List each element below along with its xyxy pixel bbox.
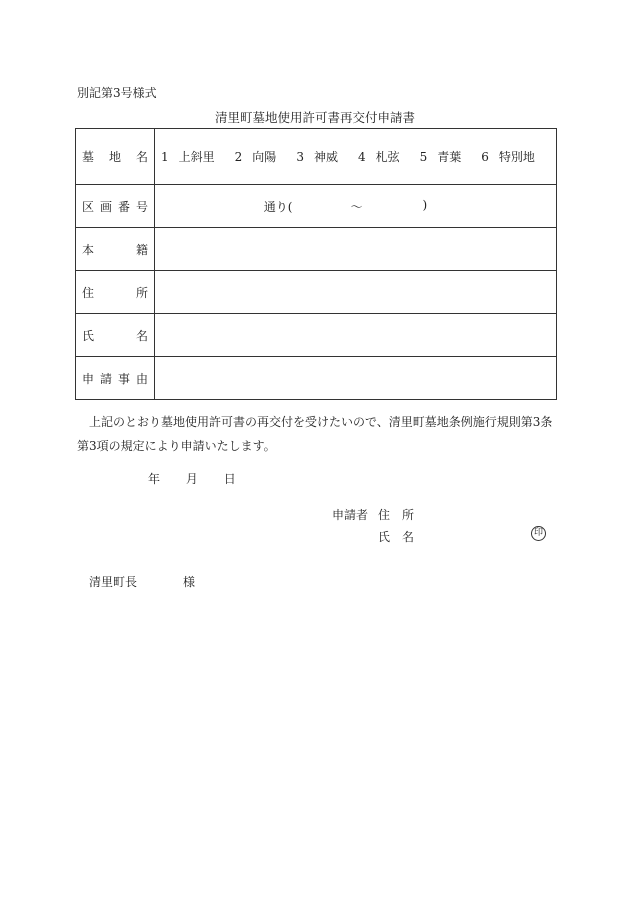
addressee: [89, 573, 195, 590]
table-row-domicile: [76, 228, 557, 271]
form-number: 別記第3号様式: [77, 86, 157, 100]
plot-close: ): [422, 197, 428, 212]
addressee-office: 清里町長: [89, 575, 138, 589]
plot-number-label: 区 画 番 号: [76, 185, 155, 228]
application-table: [75, 128, 557, 400]
applicant-name-label: 氏 名: [378, 530, 415, 544]
cemetery-option[interactable]: 4 札弦: [357, 150, 400, 164]
cemetery-label: [76, 129, 155, 185]
cemetery-option[interactable]: 6 特別地: [481, 150, 535, 164]
table-row-name: [76, 314, 557, 357]
name-field[interactable]: [155, 314, 557, 357]
plot-prefix: 通り(: [263, 199, 293, 214]
plot-number-field[interactable]: [155, 185, 557, 228]
domicile-label: 本 籍: [76, 228, 155, 271]
day-label: 日: [223, 472, 236, 486]
address-label: 住 所: [76, 271, 155, 314]
addressee-honorific: 様: [183, 575, 196, 589]
document-title: 清里町墓地使用許可書再交付申請書: [214, 110, 415, 125]
label-char: 地: [108, 150, 121, 164]
seal-mark: 印: [531, 526, 546, 541]
table-row-plot: [76, 185, 557, 228]
date-line[interactable]: [148, 470, 258, 487]
table-row-cemetery: [76, 129, 557, 185]
table-row-address: [76, 271, 557, 314]
reason-field[interactable]: [155, 357, 557, 400]
name-label: 氏 名: [76, 314, 155, 357]
label-char: 名: [135, 150, 148, 164]
applicant-address-line[interactable]: [332, 506, 414, 523]
plot-tilde: ～: [350, 199, 363, 214]
table-row-reason: [76, 357, 557, 400]
cemetery-option[interactable]: 3 神威: [296, 150, 338, 164]
month-label: 月: [185, 472, 198, 486]
cemetery-option[interactable]: 1 上斜里: [161, 150, 215, 164]
domicile-field[interactable]: [155, 228, 557, 271]
cemetery-option[interactable]: 2 向陽: [234, 150, 277, 164]
label-char: 墓: [82, 150, 95, 164]
application-statement: 上記のとおり墓地使用許可書の再交付を受けたいので、清里町墓地条例施行規則第3条第3項の規定により申請いたします。: [77, 415, 553, 453]
address-field[interactable]: [155, 271, 557, 314]
applicant-address-label: 住 所: [378, 508, 415, 522]
year-label: 年: [148, 472, 161, 486]
reason-label: 申 請 事 由: [76, 357, 155, 400]
cemetery-options[interactable]: [155, 129, 557, 185]
cemetery-option[interactable]: 5 青葉: [419, 150, 462, 164]
applicant-label: 申請者: [332, 508, 369, 522]
